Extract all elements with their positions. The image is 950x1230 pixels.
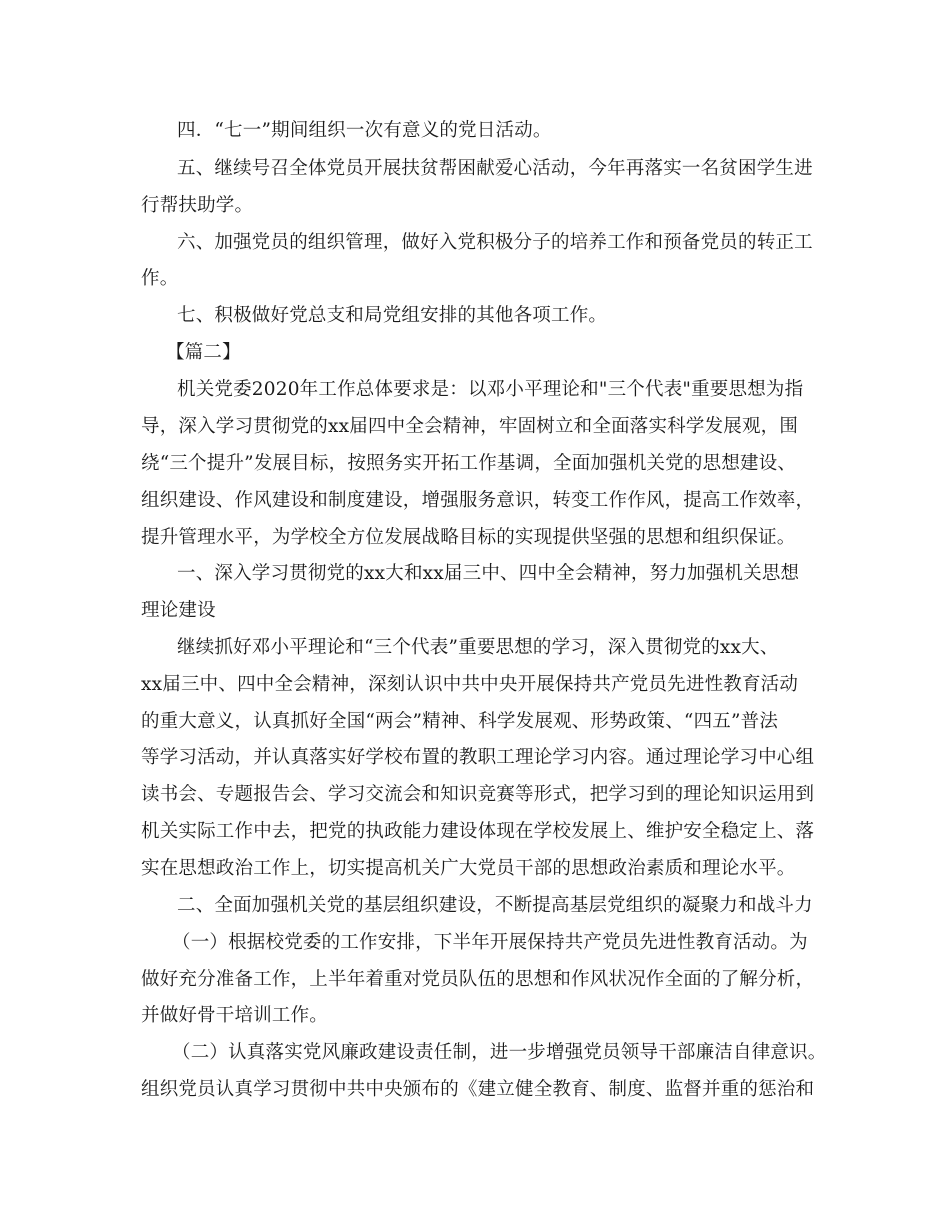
paragraph-line: 组织建设、作风建设和制度建设，增强服务意识，转变工作作风，提高工作效率， [141, 490, 815, 511]
section-heading: 【篇二】 [166, 342, 241, 363]
paragraph-line: 绕“三个提升”发展目标，按照务实开拓工作基调，全面加强机关党的思想建设、 [141, 453, 797, 474]
paragraph-item-6: 六、加强党员的组织管理，做好入党积极分子的培养工作和预备党员的转正工 [177, 232, 813, 253]
paragraph-line: 的重大意义，认真抓好全国“两会”精神、科学发展观、形势政策、“四五”普法 [141, 711, 779, 732]
paragraph-line: 做好充分准备工作，上半年着重对党员队伍的思想和作风状况作全面的了解分析， [141, 969, 815, 990]
paragraph-item-7: 七、积极做好党总支和局党组安排的其他各项工作。 [177, 305, 608, 326]
paragraph-line: （二）认真落实党风廉政建设责任制，进一步增强党员领导干部廉洁自律意识。 [172, 1042, 827, 1063]
paragraph-heading-1: 一、深入学习贯彻党的xx大和xx届三中、四中全会精神，努力加强机关思想 [177, 563, 800, 584]
paragraph-item-5: 五、继续号召全体党员开展扶贫帮困献爱心活动，今年再落实一名贫困学生进 [177, 158, 813, 179]
paragraph-line: 并做好骨干培训工作。 [141, 1005, 329, 1026]
paragraph-line: 导，深入学习贯彻党的xx届四中全会精神，牢固树立和全面落实科学发展观，围 [141, 416, 799, 437]
paragraph-line: 机关实际工作中去，把党的执政能力建设体现在学校发展上、维护安全稳定上、落 [141, 821, 815, 842]
paragraph-line: 等学习活动，并认真落实好学校布置的教职工理论学习内容。通过理论学习中心组 [141, 747, 815, 768]
paragraph-line: 组织党员认真学习贯彻中共中央颁布的《建立健全教育、制度、监督并重的惩治和 [141, 1079, 815, 1100]
paragraph-line: 提升管理水平，为学校全方位发展战略目标的实现提供坚强的思想和组织保证。 [141, 527, 796, 548]
paragraph-line: 作。 [141, 268, 179, 289]
paragraph-line: xx届三中、四中全会精神，深刻认识中共中央开展保持共产党员先进性教育活动 [141, 674, 799, 695]
paragraph-line: 实在思想政治工作上，切实提高机关广大党员干部的思想政治素质和理论水平。 [141, 858, 796, 879]
paragraph-line: （一）根据校党委的工作安排，下半年开展保持共产党员先进性教育活动。为 [172, 932, 808, 953]
paragraph-line: 机关党委2020年工作总体要求是：以邓小平理论和"三个代表"重要思想为指 [177, 379, 804, 400]
paragraph-line: 继续抓好邓小平理论和“三个代表”重要思想的学习，深入贯彻党的xx大、 [177, 637, 779, 658]
paragraph-line: 读书会、专题报告会、学习交流会和知识竞赛等形式，把学习到的理论知识运用到 [141, 784, 815, 805]
paragraph-line: 行帮扶助学。 [141, 195, 254, 216]
paragraph-heading-2: 二、全面加强机关党的基层组织建设，不断提高基层党组织的凝聚力和战斗力 [177, 895, 813, 916]
paragraph-line: 理论建设 [141, 600, 216, 621]
paragraph-item-4: 四．“七一”期间组织一次有意义的党日活动。 [177, 120, 552, 141]
